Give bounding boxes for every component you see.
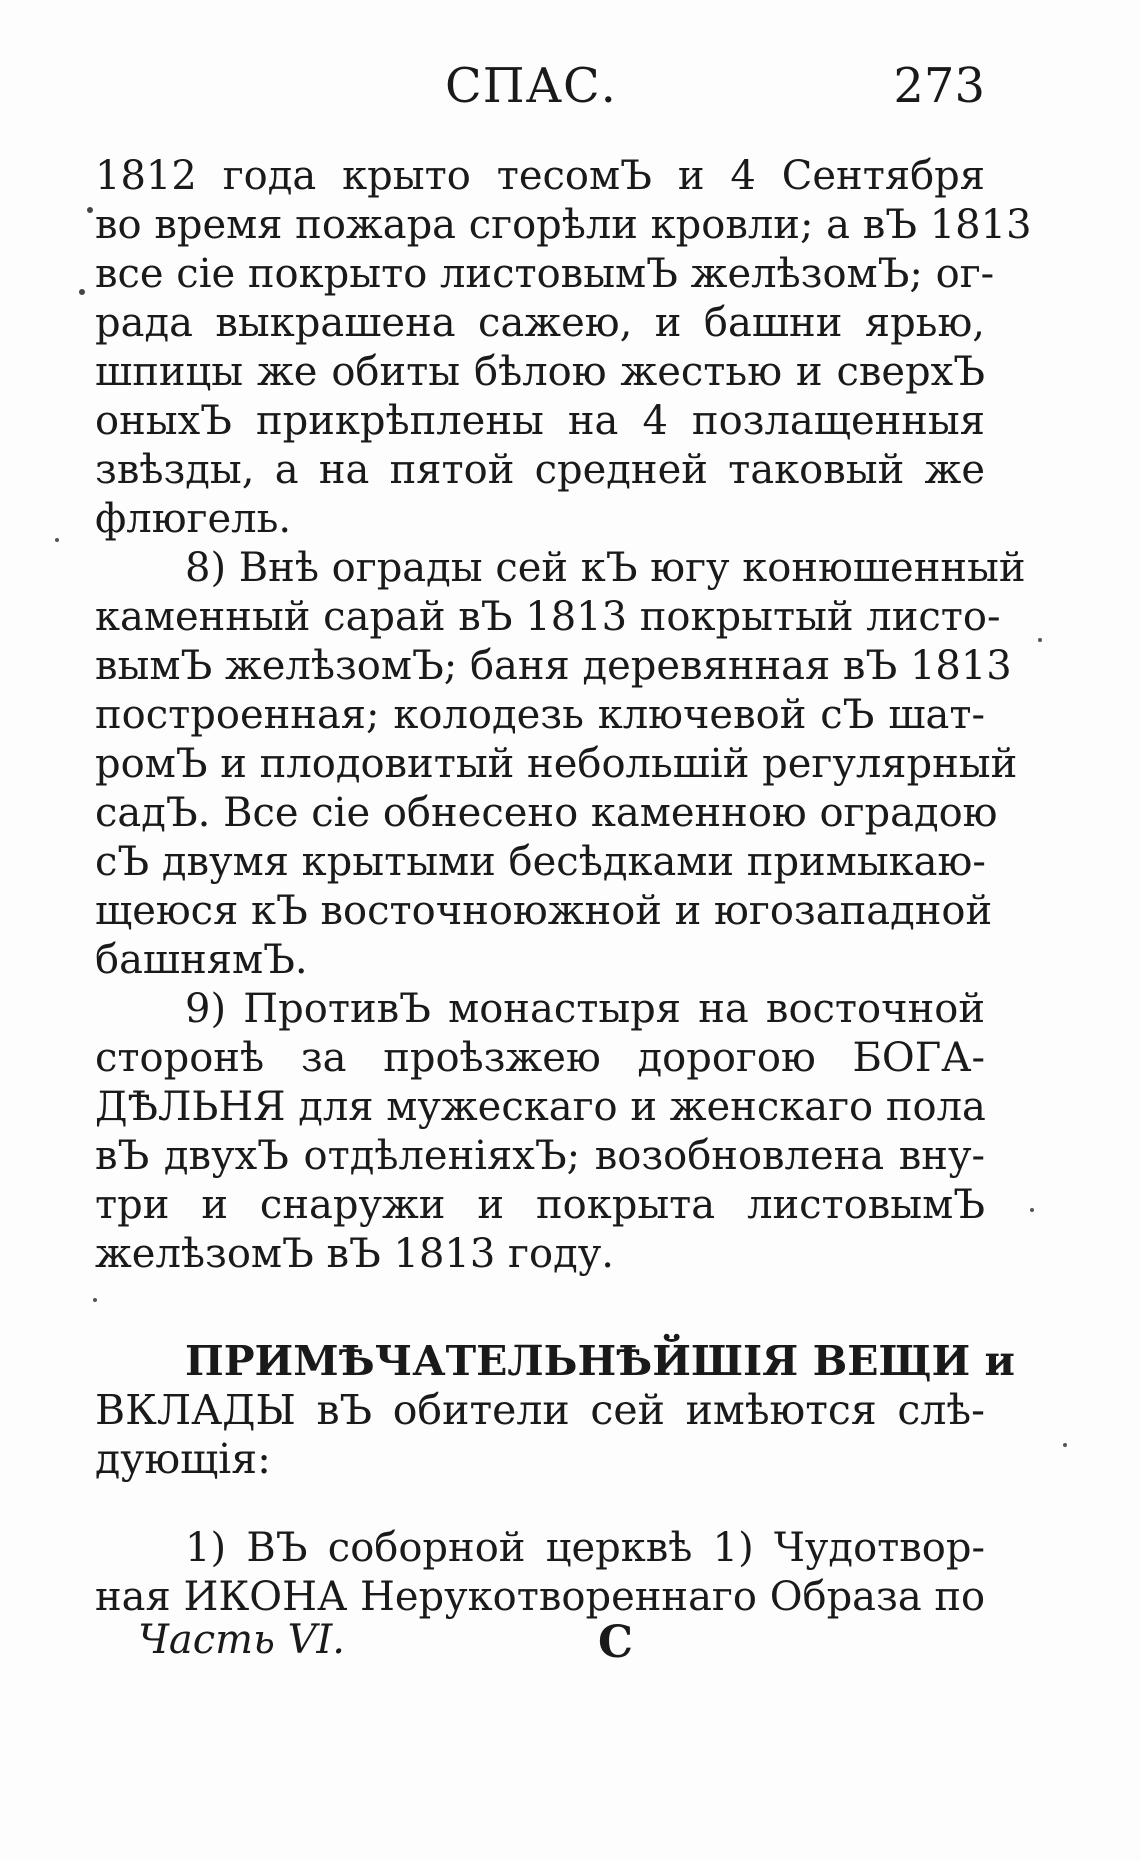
text-line: ДѢЛЬНЯ для мужескаго и женскаго пола xyxy=(95,1084,986,1130)
spacer xyxy=(95,1484,985,1524)
ink-speck xyxy=(55,538,59,542)
paragraph-9-start: 9) ПротивЪ монастыря на восточной xyxy=(185,986,985,1032)
text-line: шпицы же обиты бѣлою жестью и сверхЪ xyxy=(95,349,985,395)
ink-speck xyxy=(1030,1208,1034,1212)
text-line: щеюся кЪ восточноюжной и югозападной xyxy=(95,888,993,934)
text-line: оныхЪ прикрѣплены на 4 позлащенныя xyxy=(95,398,985,444)
text-line: садЪ. Все сiе обнесено каменною оградою xyxy=(95,790,998,836)
text-line: вЪ двухЪ отдѣленiяхЪ; возобновлена вну- xyxy=(95,1133,985,1179)
text-line: во время пожара сгорѣли кровли; а вЪ 1813 xyxy=(95,202,1032,248)
ink-speck xyxy=(1038,638,1042,642)
text-line: 1812 года крыто тесомЪ и 4 Сентября xyxy=(95,153,985,199)
page-number: 273 xyxy=(893,58,985,114)
section-heading-line: ВКЛАДЫ вЪ обители сей имѣются слѣ- xyxy=(95,1386,985,1434)
section-heading-line: ПРИМѢЧАТЕЛЬНѢЙШIЯ ВЕЩИ и xyxy=(185,1337,1015,1385)
text-line: вымЪ желѣзомЪ; баня деревянная вЪ 1813 xyxy=(95,643,1012,689)
text-line: башнямЪ. xyxy=(95,937,308,983)
text-line: флюгель. xyxy=(95,496,292,542)
text-line: три и снаружи и покрыта листовымЪ xyxy=(95,1182,985,1228)
ink-speck xyxy=(87,207,93,213)
text-line: все сiе покрыто листовымЪ желѣзомЪ; ог- xyxy=(95,251,995,297)
text-line: звѣзды, а на пятой средней таковый же xyxy=(95,447,985,493)
page-header xyxy=(95,58,985,118)
page-footer xyxy=(138,1617,718,1677)
section-heading-line: дующiя: xyxy=(95,1435,271,1483)
page-body xyxy=(95,152,1032,1622)
text-line: рада выкрашена сажею, и башни ярью, xyxy=(95,300,985,346)
text-line: ромЪ и плодовитый небольшiй регулярный xyxy=(95,741,1018,787)
ink-speck xyxy=(79,289,85,295)
text-line: сЪ двумя крытыми бесѣдками примыкаю- xyxy=(95,839,986,885)
signature-mark: С xyxy=(598,1617,634,1668)
signature-part-label: Часть VI. xyxy=(138,1617,345,1663)
text-line: каменный сарай вЪ 1813 покрытый листо- xyxy=(95,594,1001,640)
running-head: СПАС. xyxy=(445,58,617,114)
item-1-start: 1) ВЪ соборной церквѣ 1) Чудотвор- xyxy=(185,1525,985,1571)
text-line: ная ИКОНА Нерукотвореннаго Образа по xyxy=(95,1574,986,1620)
paragraph-8-start: 8) Внѣ ограды сей кЪ югу конюшенный xyxy=(185,545,1026,591)
text-line: желѣзомЪ вЪ 1813 году. xyxy=(95,1231,614,1277)
ink-speck xyxy=(1063,1443,1067,1447)
text-line: построенная; колодезь ключевой сЪ шат- xyxy=(95,692,985,738)
text-line: сторонѣ за проѣзжею дорогою БОГА- xyxy=(95,1035,985,1081)
section-heading xyxy=(95,1337,1015,1484)
